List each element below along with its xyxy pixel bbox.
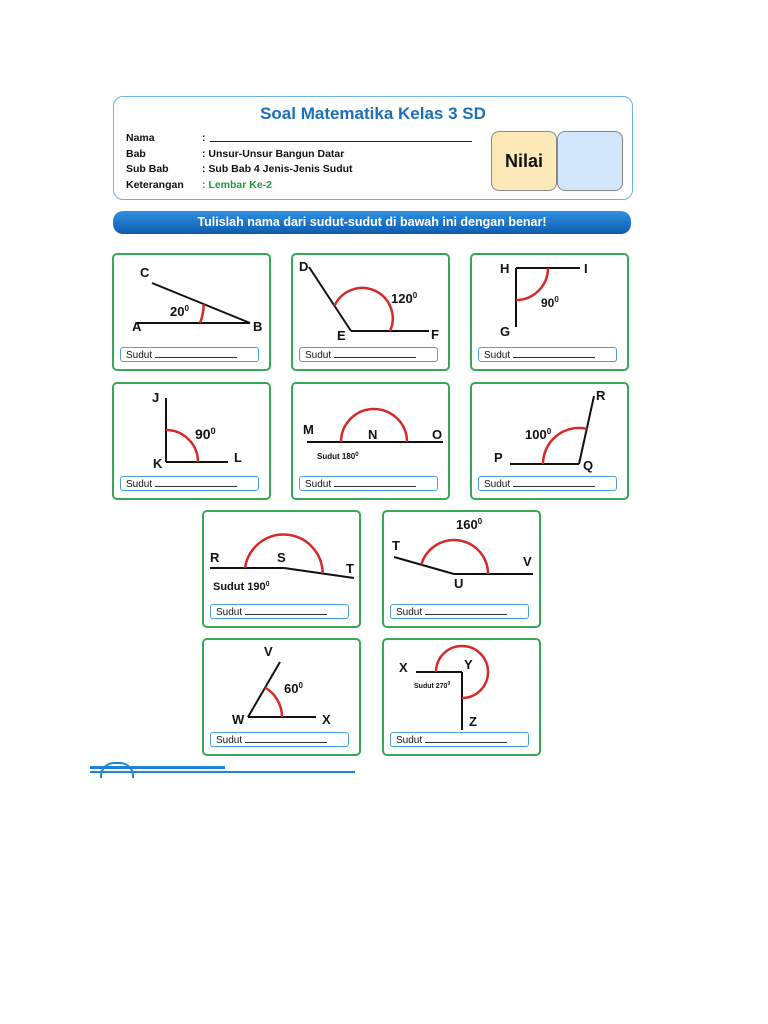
- angle-caption: Sudut $190^0$: [213, 581, 270, 593]
- field-value: : Lembar Ke-2: [202, 179, 273, 191]
- vertex-label: B: [253, 319, 263, 334]
- answer-field[interactable]: Sudut: [120, 347, 259, 362]
- answer-field[interactable]: Sudut: [299, 476, 438, 491]
- answer-field[interactable]: Sudut: [210, 732, 349, 747]
- footer-line: [90, 766, 225, 769]
- vertex-label: A: [132, 319, 142, 334]
- angle-card-3: [470, 253, 629, 371]
- angle-value: $100^0$: [525, 427, 552, 442]
- angle-caption: Sudut $270^0$: [414, 681, 451, 690]
- angle-card-8: [382, 510, 541, 628]
- vertex-label: P: [494, 450, 503, 465]
- nilai-score-box[interactable]: [557, 131, 623, 191]
- angle-value: $90^0$: [195, 426, 216, 442]
- angle-value: $120^0$: [391, 291, 418, 306]
- vertex-label: G: [500, 324, 511, 339]
- answer-field[interactable]: Sudut: [210, 604, 349, 619]
- vertex-label: Q: [583, 458, 594, 473]
- vertex-label: K: [153, 456, 163, 471]
- footer-line: [90, 771, 355, 773]
- vertex-label: W: [232, 712, 245, 727]
- worksheet-header: [113, 96, 633, 200]
- field-label: Keterangan: [126, 179, 184, 191]
- vertex-label: X: [399, 660, 408, 675]
- angle-card-5: [291, 382, 450, 500]
- angle-card-4: [112, 382, 271, 500]
- vertex-label: D: [299, 259, 309, 274]
- field-value: : Sub Bab 4 Jenis-Jenis Sudut: [202, 163, 353, 175]
- answer-field[interactable]: Sudut: [390, 732, 529, 747]
- angle-card-9: [202, 638, 361, 756]
- vertex-label: T: [346, 561, 354, 576]
- angle-card-7: [202, 510, 361, 628]
- answer-field[interactable]: Sudut: [120, 476, 259, 491]
- vertex-label: R: [210, 550, 220, 565]
- angle-value: $160^0$: [456, 517, 483, 532]
- angle-caption: Sudut $180^0$: [317, 452, 359, 461]
- vertex-label: X: [322, 712, 331, 727]
- vertex-label: V: [264, 644, 273, 659]
- vertex-label: M: [303, 422, 314, 437]
- answer-field[interactable]: Sudut: [478, 476, 617, 491]
- vertex-label: L: [234, 450, 242, 465]
- angle-value: $90^0$: [541, 295, 559, 310]
- vertex-label: H: [500, 261, 510, 276]
- vertex-label: S: [277, 550, 286, 565]
- vertex-label: F: [431, 327, 439, 342]
- vertex-label: U: [454, 576, 464, 591]
- name-blank-line[interactable]: [210, 141, 472, 142]
- field-value: :: [202, 132, 206, 144]
- field-value: : Unsur-Unsur Bangun Datar: [202, 148, 345, 160]
- vertex-label: V: [523, 554, 532, 569]
- nilai-label: Nilai: [491, 131, 557, 191]
- angle-value: $60^0$: [284, 681, 303, 696]
- vertex-label: Z: [469, 714, 477, 729]
- footer-decoration: [100, 762, 134, 778]
- angle-card-2: [291, 253, 450, 371]
- instruction-banner: Tulislah nama dari sudut-sudut di bawah ini dengan benar!: [113, 211, 631, 234]
- vertex-label: O: [432, 427, 443, 442]
- answer-field[interactable]: Sudut: [299, 347, 438, 362]
- vertex-label: Y: [464, 657, 473, 672]
- angle-card-10: [382, 638, 541, 756]
- angle-card-6: [470, 382, 629, 500]
- angle-card-1: [112, 253, 271, 371]
- vertex-label: E: [337, 328, 346, 343]
- vertex-label: C: [140, 265, 150, 280]
- answer-field[interactable]: Sudut: [478, 347, 617, 362]
- vertex-label: J: [152, 390, 160, 405]
- worksheet-title: Soal Matematika Kelas 3 SD: [260, 104, 486, 123]
- vertex-label: N: [368, 427, 378, 442]
- vertex-label: T: [392, 538, 400, 553]
- answer-field[interactable]: Sudut: [390, 604, 529, 619]
- field-label: Sub Bab: [126, 163, 169, 175]
- field-label: Bab: [126, 148, 146, 160]
- vertex-label: R: [596, 388, 606, 403]
- angle-value: $20^0$: [170, 304, 189, 319]
- vertex-label: I: [584, 261, 588, 276]
- field-label: Nama: [126, 132, 155, 144]
